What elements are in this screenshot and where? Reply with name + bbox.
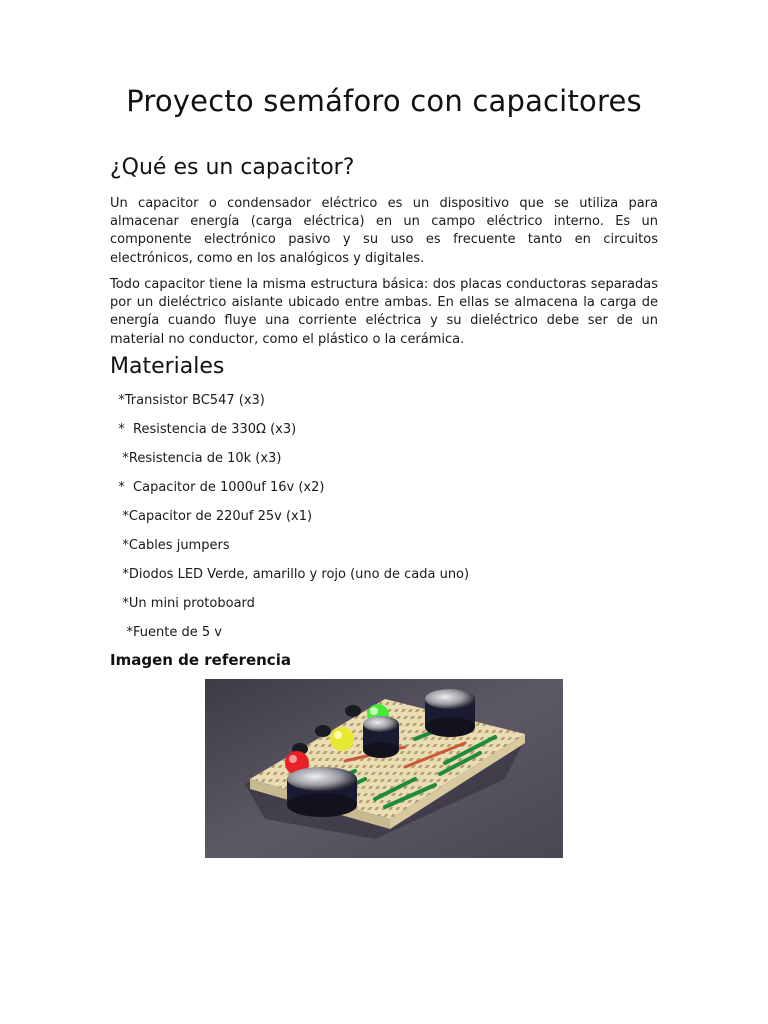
yellow-led <box>330 727 354 751</box>
section-heading-materials: Materiales <box>110 354 225 379</box>
capacitor-small <box>363 716 399 758</box>
image-heading: Imagen de referencia <box>110 651 291 669</box>
list-item: *Diodos LED Verde, amarillo y rojo (uno de cada uno) <box>110 567 470 582</box>
section-heading-capacitor: ¿Qué es un capacitor? <box>110 155 355 180</box>
list-item: *Transistor BC547 (x3) <box>110 393 265 408</box>
paragraph-structure: Todo capacitor tiene la misma estructura básica: dos placas conductoras separadas por un dieléctrico aislante ubicado entre ambas. En ellas se almacena la carga de energía cuando fluye una corriente eléctrica y su dieléctrico debe ser de un material no conductor, como el plástico o la cerámica. <box>110 277 658 347</box>
list-item: *Capacitor de 220uf 25v (x1) <box>110 509 313 524</box>
capacitor-front <box>287 767 357 817</box>
page-title: Proyecto semáforo con capacitores <box>126 84 642 118</box>
capacitor-large <box>425 689 475 737</box>
list-item: *Cables jumpers <box>110 538 230 553</box>
reference-photo <box>205 679 563 858</box>
list-item: * Capacitor de 1000uf 16v (x2) <box>110 480 325 495</box>
list-item: *Fuente de 5 v <box>110 625 222 640</box>
list-item: * Resistencia de 330Ω (x3) <box>110 422 297 437</box>
paragraph-definition: Un capacitor o condensador eléctrico es un dispositivo que se utiliza para almacenar energía (carga eléctrica) en un campo eléctrico interno. Es un componente electrónico pasivo y su uso es frecuente tanto en circuitos electrónicos, como en los analógicos y digitales. <box>110 196 658 266</box>
list-item: *Un mini protoboard <box>110 596 255 611</box>
list-item: *Resistencia de 10k (x3) <box>110 451 282 466</box>
